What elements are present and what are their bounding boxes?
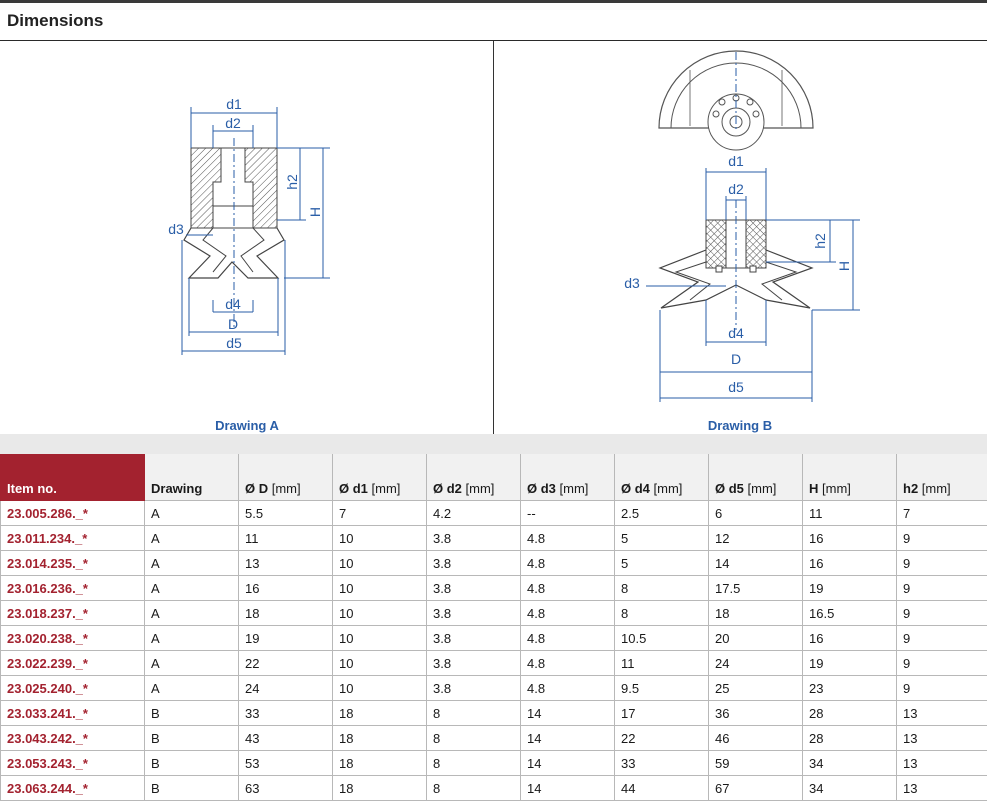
table-cell: 4.8 xyxy=(521,676,615,701)
column-header-symbol: Ø D xyxy=(245,481,268,496)
table-cell: 34 xyxy=(803,776,897,801)
column-header-unit: [mm] xyxy=(650,481,683,496)
item-number-cell: 23.005.286._* xyxy=(1,501,145,526)
table-cell: 18 xyxy=(709,601,803,626)
drawing-b-caption: Drawing B xyxy=(640,418,840,433)
drawing-b-label-d1: d1 xyxy=(728,153,744,169)
table-body xyxy=(1,501,987,801)
table-cell: 28 xyxy=(803,726,897,751)
table-cell: 9 xyxy=(897,526,987,551)
table-cell: 14 xyxy=(709,551,803,576)
table-cell: A xyxy=(145,626,239,651)
table-cell: 11 xyxy=(803,501,897,526)
table-cell: 3.8 xyxy=(427,626,521,651)
table-cell: 9 xyxy=(897,576,987,601)
table-cell: 7 xyxy=(333,501,427,526)
table-row xyxy=(1,601,987,626)
table-cell: 16 xyxy=(239,576,333,601)
table-cell: 14 xyxy=(521,726,615,751)
table-cell: 44 xyxy=(615,776,709,801)
column-header xyxy=(333,454,427,501)
table-cell: 13 xyxy=(897,726,987,751)
table-cell: 12 xyxy=(709,526,803,551)
table-row xyxy=(1,726,987,751)
table-cell: 18 xyxy=(333,701,427,726)
table-cell: 11 xyxy=(239,526,333,551)
table-cell: 9 xyxy=(897,551,987,576)
drawing-a-label-d1: d1 xyxy=(226,96,242,112)
table-cell: 3.8 xyxy=(427,676,521,701)
column-header-unit: [mm] xyxy=(744,481,777,496)
table-cell: 17 xyxy=(615,701,709,726)
column-header-symbol: Ø d5 xyxy=(715,481,744,496)
column-header xyxy=(145,454,239,501)
table-cell: 3.8 xyxy=(427,526,521,551)
table-cell: 3.8 xyxy=(427,551,521,576)
table-row xyxy=(1,526,987,551)
table-cell: A xyxy=(145,601,239,626)
table-cell: A xyxy=(145,676,239,701)
table-cell: 18 xyxy=(239,601,333,626)
table-cell: 19 xyxy=(239,626,333,651)
table-cell: 8 xyxy=(615,576,709,601)
table-cell: 24 xyxy=(239,676,333,701)
table-cell: B xyxy=(145,751,239,776)
table-row xyxy=(1,651,987,676)
column-header-unit: [mm] xyxy=(556,481,589,496)
table-cell: 13 xyxy=(239,551,333,576)
table-cell: 17.5 xyxy=(709,576,803,601)
drawing-a xyxy=(0,41,493,434)
table-cell: 13 xyxy=(897,751,987,776)
table-cell: 9.5 xyxy=(615,676,709,701)
table-cell: 28 xyxy=(803,701,897,726)
table-cell: 10 xyxy=(333,551,427,576)
table-cell: B xyxy=(145,701,239,726)
table-cell: 22 xyxy=(239,651,333,676)
table-cell: 19 xyxy=(803,651,897,676)
drawing-b-label-h2: h2 xyxy=(812,233,828,249)
table-cell: 6 xyxy=(709,501,803,526)
table-cell: -- xyxy=(521,501,615,526)
column-header-unit: [mm] xyxy=(918,481,951,496)
table-cell: 9 xyxy=(897,676,987,701)
drawing-a-label-d2: d2 xyxy=(225,115,241,131)
table-cell: 25 xyxy=(709,676,803,701)
drawing-a-label-H: H xyxy=(307,207,323,217)
table-cell: B xyxy=(145,776,239,801)
table-cell: 13 xyxy=(897,776,987,801)
table-cell: 33 xyxy=(615,751,709,776)
table-cell: 8 xyxy=(427,776,521,801)
table-cell: 16 xyxy=(803,551,897,576)
column-header xyxy=(1,454,145,501)
table-cell: 10 xyxy=(333,651,427,676)
table-cell: 33 xyxy=(239,701,333,726)
table-cell: 53 xyxy=(239,751,333,776)
item-number-cell: 23.020.238._* xyxy=(1,626,145,651)
column-header-name: Drawing xyxy=(151,481,202,496)
table-cell: 10.5 xyxy=(615,626,709,651)
table-cell: 14 xyxy=(521,751,615,776)
column-header-symbol: Ø d4 xyxy=(621,481,650,496)
table-row xyxy=(1,701,987,726)
table-cell: 11 xyxy=(615,651,709,676)
page-title: Dimensions xyxy=(7,11,103,31)
table-cell: A xyxy=(145,551,239,576)
column-header xyxy=(521,454,615,501)
table-cell: B xyxy=(145,726,239,751)
drawing-b xyxy=(494,41,987,434)
table-cell: 2.5 xyxy=(615,501,709,526)
drawing-b-label-H: H xyxy=(836,261,852,271)
table-cell: 13 xyxy=(897,701,987,726)
item-number-cell: 23.053.243._* xyxy=(1,751,145,776)
column-header-unit: [mm] xyxy=(368,481,401,496)
drawing-b-dimensions xyxy=(646,168,860,402)
drawing-a-label-d3: d3 xyxy=(168,221,184,237)
column-header-symbol: H xyxy=(809,481,818,496)
table-cell: 18 xyxy=(333,776,427,801)
table-row xyxy=(1,676,987,701)
table-cell: 4.8 xyxy=(521,576,615,601)
table-cell: 10 xyxy=(333,601,427,626)
column-header xyxy=(427,454,521,501)
table-row xyxy=(1,751,987,776)
table-header-band xyxy=(0,434,987,454)
table-cell: 10 xyxy=(333,626,427,651)
item-number-cell: 23.018.237._* xyxy=(1,601,145,626)
table-cell: 20 xyxy=(709,626,803,651)
table-cell: 8 xyxy=(427,726,521,751)
item-number-cell: 23.022.239._* xyxy=(1,651,145,676)
drawing-b-label-d5: d5 xyxy=(728,379,744,395)
table-cell: 59 xyxy=(709,751,803,776)
table-cell: 9 xyxy=(897,626,987,651)
table-cell: 34 xyxy=(803,751,897,776)
column-header-symbol: Ø d1 xyxy=(339,481,368,496)
table-cell: 5.5 xyxy=(239,501,333,526)
table-cell: 36 xyxy=(709,701,803,726)
table-cell: 16.5 xyxy=(803,601,897,626)
table-row xyxy=(1,551,987,576)
table-cell: 63 xyxy=(239,776,333,801)
table-row xyxy=(1,776,987,801)
table-cell: 18 xyxy=(333,726,427,751)
item-number-cell: 23.014.235._* xyxy=(1,551,145,576)
drawing-b-label-D: D xyxy=(731,351,741,367)
table-cell: 16 xyxy=(803,526,897,551)
table-cell: 8 xyxy=(427,751,521,776)
table-cell: 10 xyxy=(333,526,427,551)
table-cell: 10 xyxy=(333,576,427,601)
table-row xyxy=(1,626,987,651)
column-header-unit: [mm] xyxy=(818,481,851,496)
item-number-cell: 23.033.241._* xyxy=(1,701,145,726)
table-cell: 9 xyxy=(897,601,987,626)
table-cell: 4.8 xyxy=(521,601,615,626)
column-header xyxy=(709,454,803,501)
drawing-a-label-D: D xyxy=(228,316,238,332)
table-cell: 22 xyxy=(615,726,709,751)
table-cell: 5 xyxy=(615,526,709,551)
table-cell: A xyxy=(145,651,239,676)
table-cell: A xyxy=(145,526,239,551)
table-cell: 19 xyxy=(803,576,897,601)
column-header-symbol: Ø d2 xyxy=(433,481,462,496)
table-cell: 18 xyxy=(333,751,427,776)
column-header xyxy=(897,454,987,501)
table-cell: 4.2 xyxy=(427,501,521,526)
drawing-b-label-d4: d4 xyxy=(728,325,744,341)
table-cell: 3.8 xyxy=(427,576,521,601)
column-header-unit: [mm] xyxy=(462,481,495,496)
item-number-cell: 23.016.236._* xyxy=(1,576,145,601)
table-cell: 8 xyxy=(427,701,521,726)
table-row xyxy=(1,576,987,601)
table-cell: 43 xyxy=(239,726,333,751)
drawing-b-label-d3: d3 xyxy=(624,275,640,291)
drawing-a-caption: Drawing A xyxy=(147,418,347,433)
table-cell: A xyxy=(145,501,239,526)
column-header-symbol: Ø d3 xyxy=(527,481,556,496)
drawing-a-label-h2: h2 xyxy=(284,174,300,190)
table-cell: 5 xyxy=(615,551,709,576)
table-cell: 23 xyxy=(803,676,897,701)
table-cell: 4.8 xyxy=(521,526,615,551)
table-cell: A xyxy=(145,576,239,601)
table-cell: 46 xyxy=(709,726,803,751)
table-cell: 4.8 xyxy=(521,651,615,676)
table-cell: 14 xyxy=(521,701,615,726)
table-cell: 3.8 xyxy=(427,651,521,676)
table-cell: 16 xyxy=(803,626,897,651)
table-row xyxy=(1,501,987,526)
item-number-cell: 23.011.234._* xyxy=(1,526,145,551)
drawing-a-label-d5: d5 xyxy=(226,335,242,351)
drawing-b-label-d2: d2 xyxy=(728,181,744,197)
table-cell: 3.8 xyxy=(427,601,521,626)
table-cell: 9 xyxy=(897,651,987,676)
column-header xyxy=(239,454,333,501)
table-cell: 14 xyxy=(521,776,615,801)
item-number-cell: 23.063.244._* xyxy=(1,776,145,801)
table-header-row xyxy=(1,454,987,501)
column-header xyxy=(803,454,897,501)
item-number-cell: 23.025.240._* xyxy=(1,676,145,701)
drawing-a-label-d4: d4 xyxy=(225,296,241,312)
table-cell: 8 xyxy=(615,601,709,626)
column-header-unit: [mm] xyxy=(268,481,301,496)
table-cell: 4.8 xyxy=(521,551,615,576)
table-cell: 10 xyxy=(333,676,427,701)
table-cell: 7 xyxy=(897,501,987,526)
item-number-cell: 23.043.242._* xyxy=(1,726,145,751)
top-border xyxy=(0,0,987,3)
drawing-b-top-view xyxy=(659,51,813,150)
table-cell: 4.8 xyxy=(521,626,615,651)
column-header-symbol: h2 xyxy=(903,481,918,496)
column-header xyxy=(615,454,709,501)
table-cell: 67 xyxy=(709,776,803,801)
column-header-name: Item no. xyxy=(7,481,57,496)
table-cell: 24 xyxy=(709,651,803,676)
dimensions-table xyxy=(0,454,987,801)
